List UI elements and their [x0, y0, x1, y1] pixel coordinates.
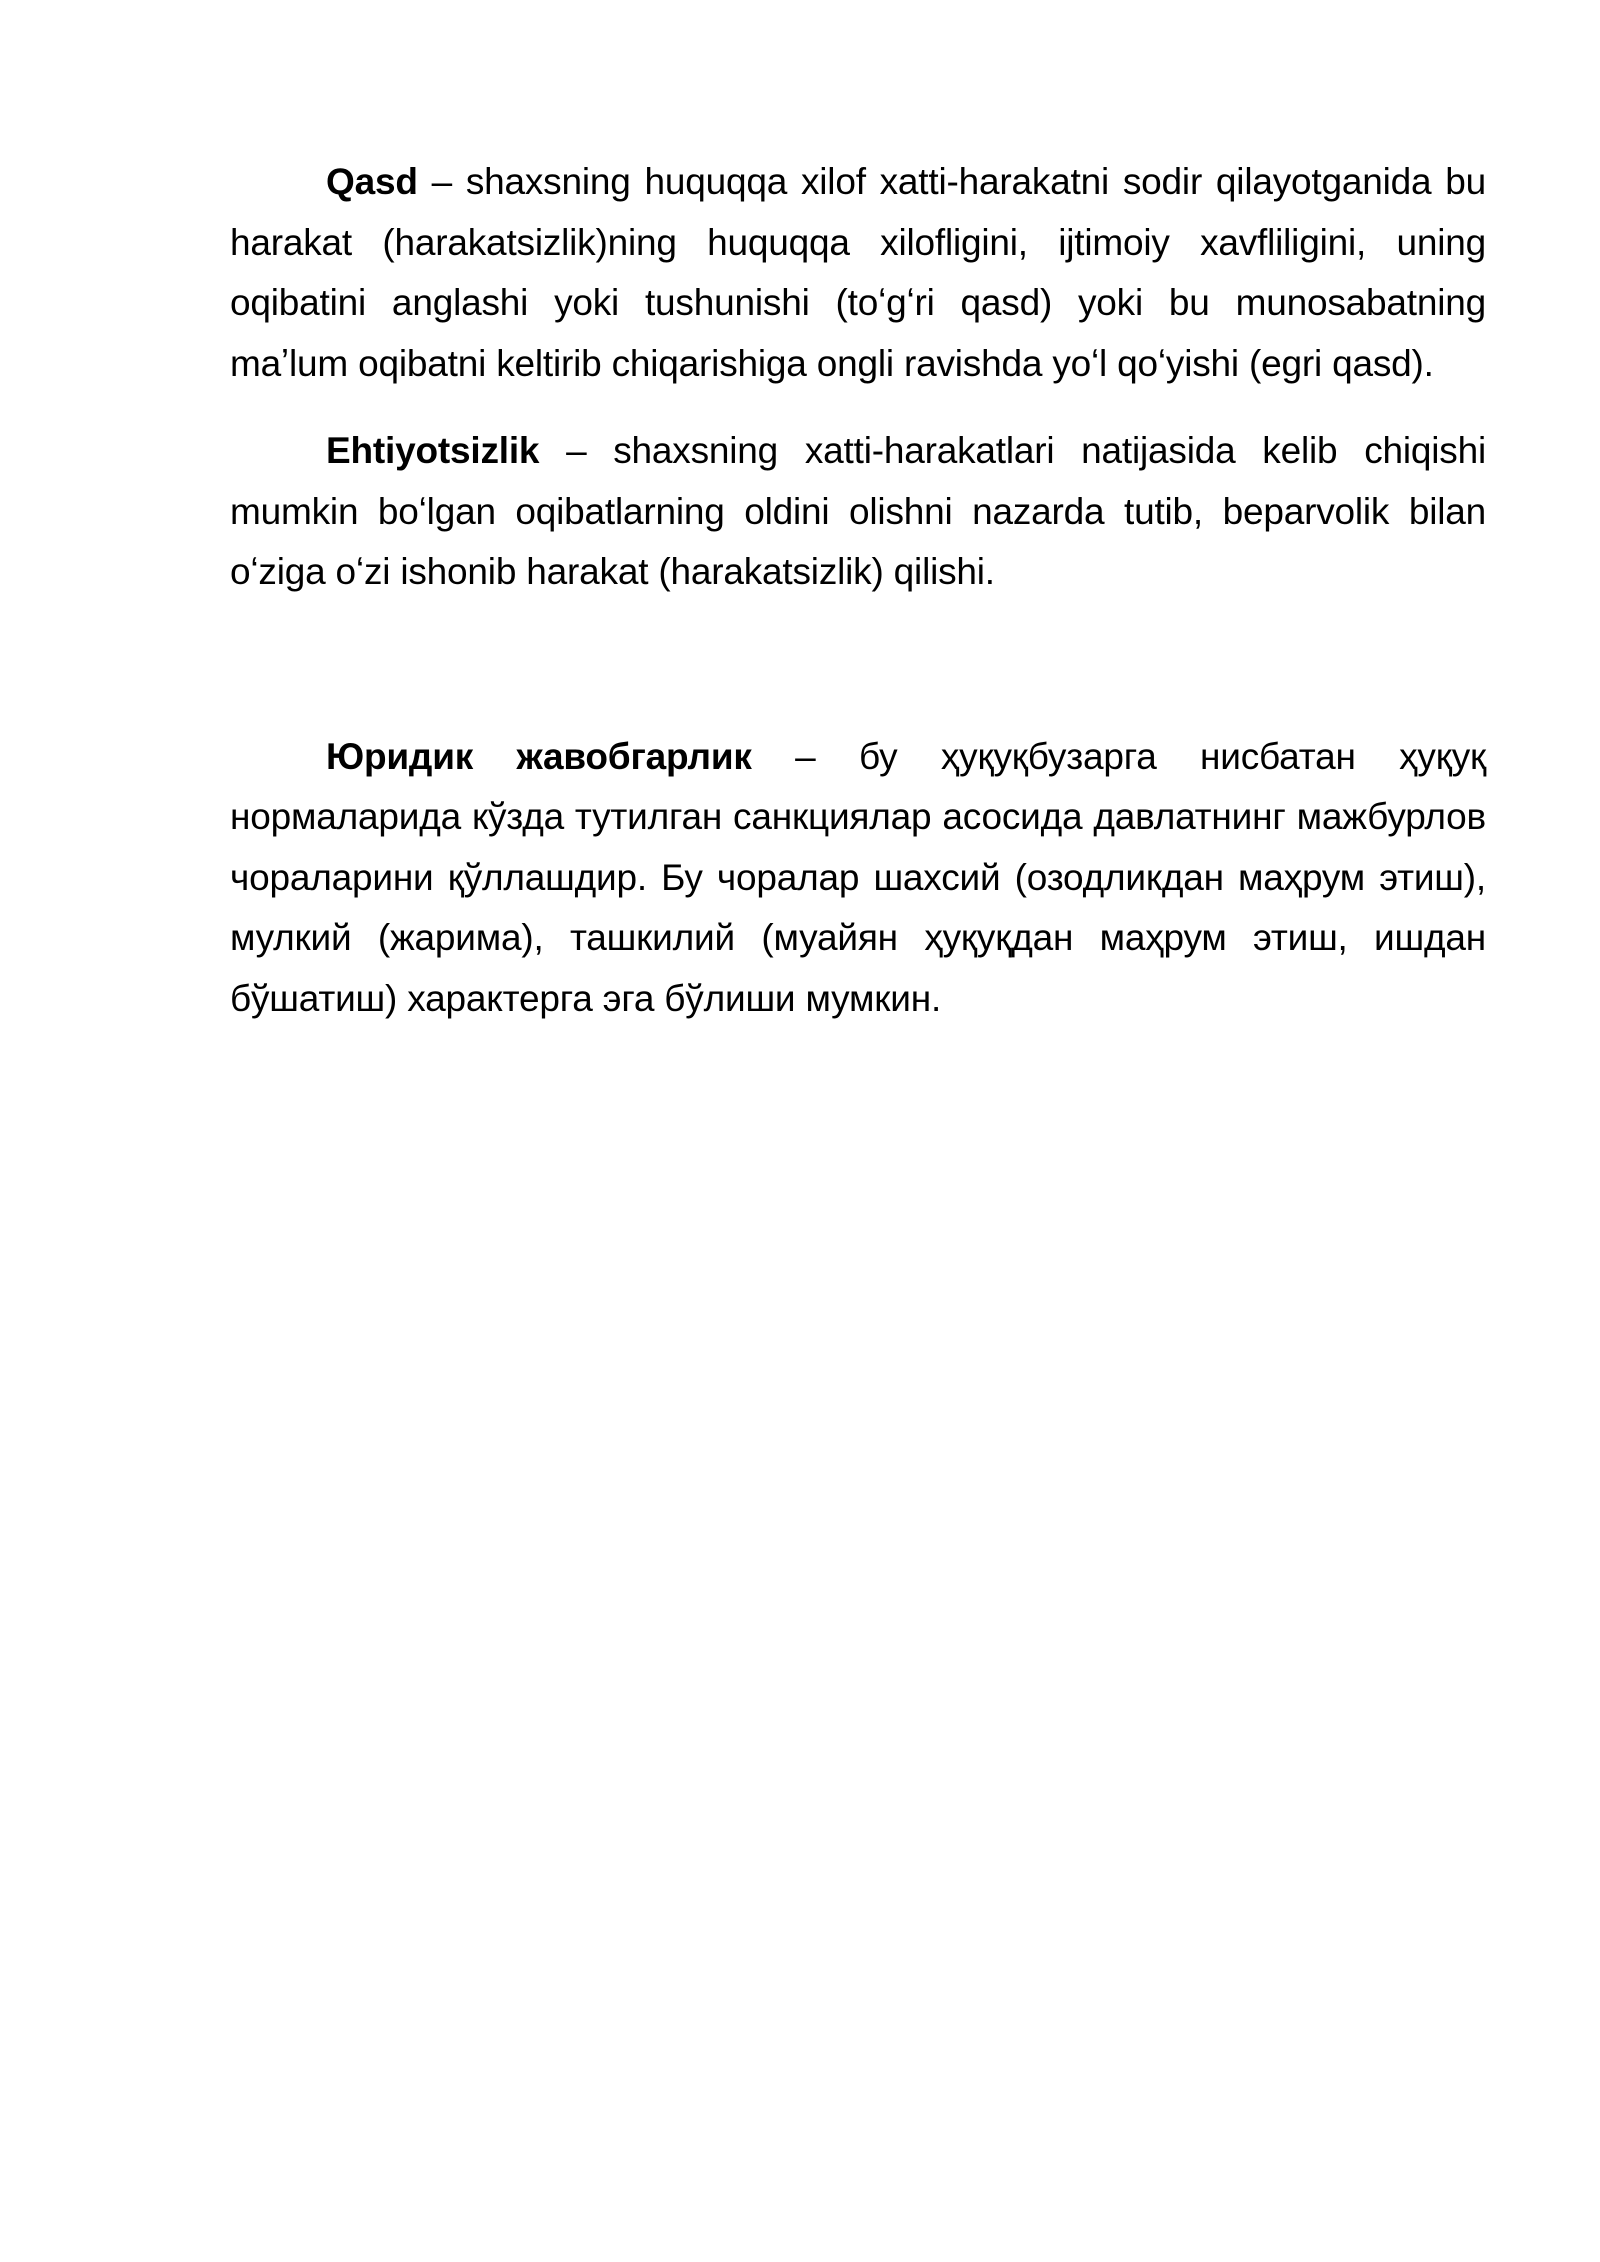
document-body — [230, 152, 1486, 1029]
definition-qasd: – shaxsning huquqqa xilof xatti-harakatni sodir qilayotganida bu harakat (harakatsizlik)ning huquqqa xilofligini, ijtimoiy xavfliligini, uning oqibatini anglashi yoki tushunishi (toʻgʻri qasd) yoki bu munosabatning maʼlum oqibatni keltirib chiqarishiga ongli ravishda yoʻl qoʻyishi (egri qasd). — [230, 161, 1486, 384]
term-ehtiyotsizlik: Ehtiyotsizlik — [326, 430, 540, 471]
paragraph-legal-liability — [230, 727, 1486, 1030]
paragraph-ehtiyotsizlik — [230, 421, 1486, 603]
definition-legal-liability: – бу ҳуқуқбузарга нисбатан ҳуқуқ нормаларида кўзда тутилган санкциялар асосида давлатнинг мажбурлов чораларини қўллашдир. Бу чоралар шахсий (озодликдан маҳрум этиш), мулкий (жарима), ташкилий (муайян ҳуқуқдан маҳрум этиш, ишдан бўшатиш) характерга эга бўлиши мумкин. — [230, 735, 1487, 1019]
definition-ehtiyotsizlik: – shaxsning xatti-harakatlari natijasida kelib chiqishi mumkin boʻlgan oqibatlarning oldini olishni nazarda tutib, beparvolik bilan oʻziga oʻzi ishonib harakat (harakatsizlik) qilishi. — [230, 430, 1486, 592]
paragraph-qasd — [230, 152, 1486, 394]
term-qasd: Qasd — [326, 161, 418, 202]
term-legal-liability: Юридик жавобгарлик — [326, 735, 752, 777]
